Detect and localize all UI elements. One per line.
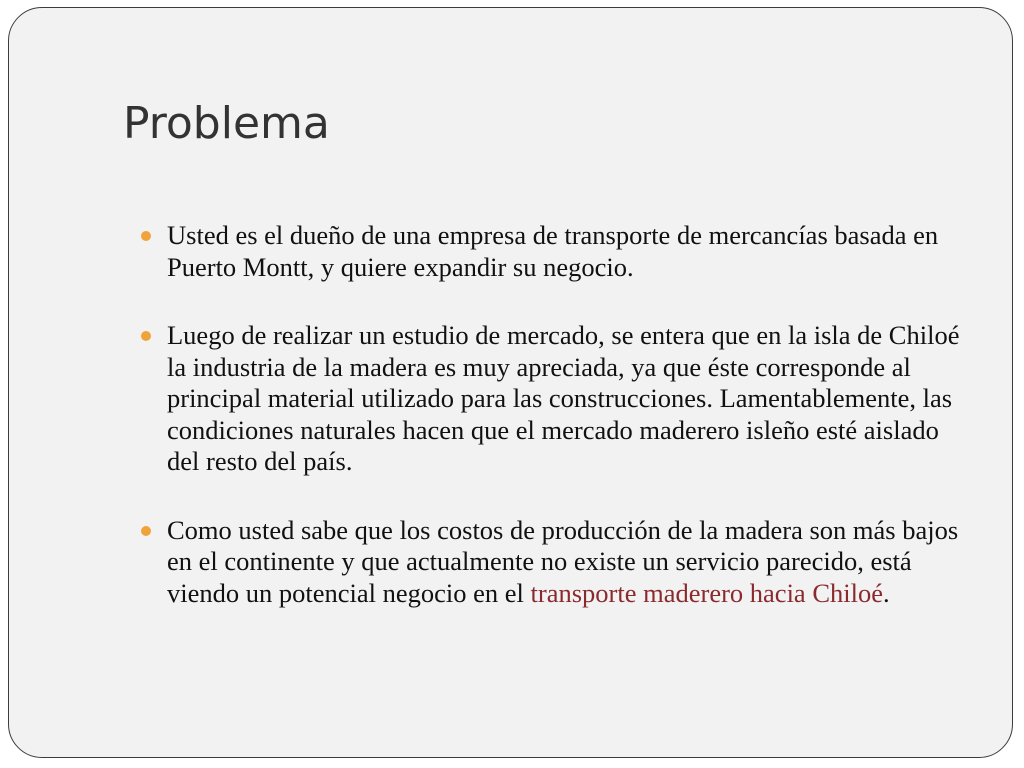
- bullet-item-2: [141, 320, 971, 478]
- slide-title: Problema: [123, 98, 330, 149]
- highlighted-text: transporte maderero hacia Chiloé: [530, 577, 883, 608]
- bullet-text-end: .: [882, 577, 890, 608]
- bullet-dot-icon: [141, 231, 151, 241]
- slide-frame: [8, 7, 1013, 758]
- bullet-text: Como usted sabe que los costos de producción de la madera son más bajos en el continente y que actualmente no existe un servicio parecido, está viendo un potencial negocio en el: [167, 514, 959, 608]
- bullet-item-3: [141, 515, 971, 610]
- bullet-text: Luego de realizar un estudio de mercado, se entera que en la isla de Chiloé la industria de la madera es muy apreciada, ya que éste corresponde al principal material utilizado para las construcciones. Lamentablemente, las condiciones naturales hacen que el mercado maderero isleño esté aislado del resto del país.: [167, 320, 960, 476]
- bullet-item-1: [141, 220, 971, 283]
- bullet-dot-icon: [141, 331, 151, 341]
- bullet-text: Usted es el dueño de una empresa de transporte de mercancías basada en Puerto Montt, y quiere expandir su negocio.: [167, 220, 939, 282]
- bullet-list: [141, 220, 971, 609]
- bullet-dot-icon: [141, 526, 151, 536]
